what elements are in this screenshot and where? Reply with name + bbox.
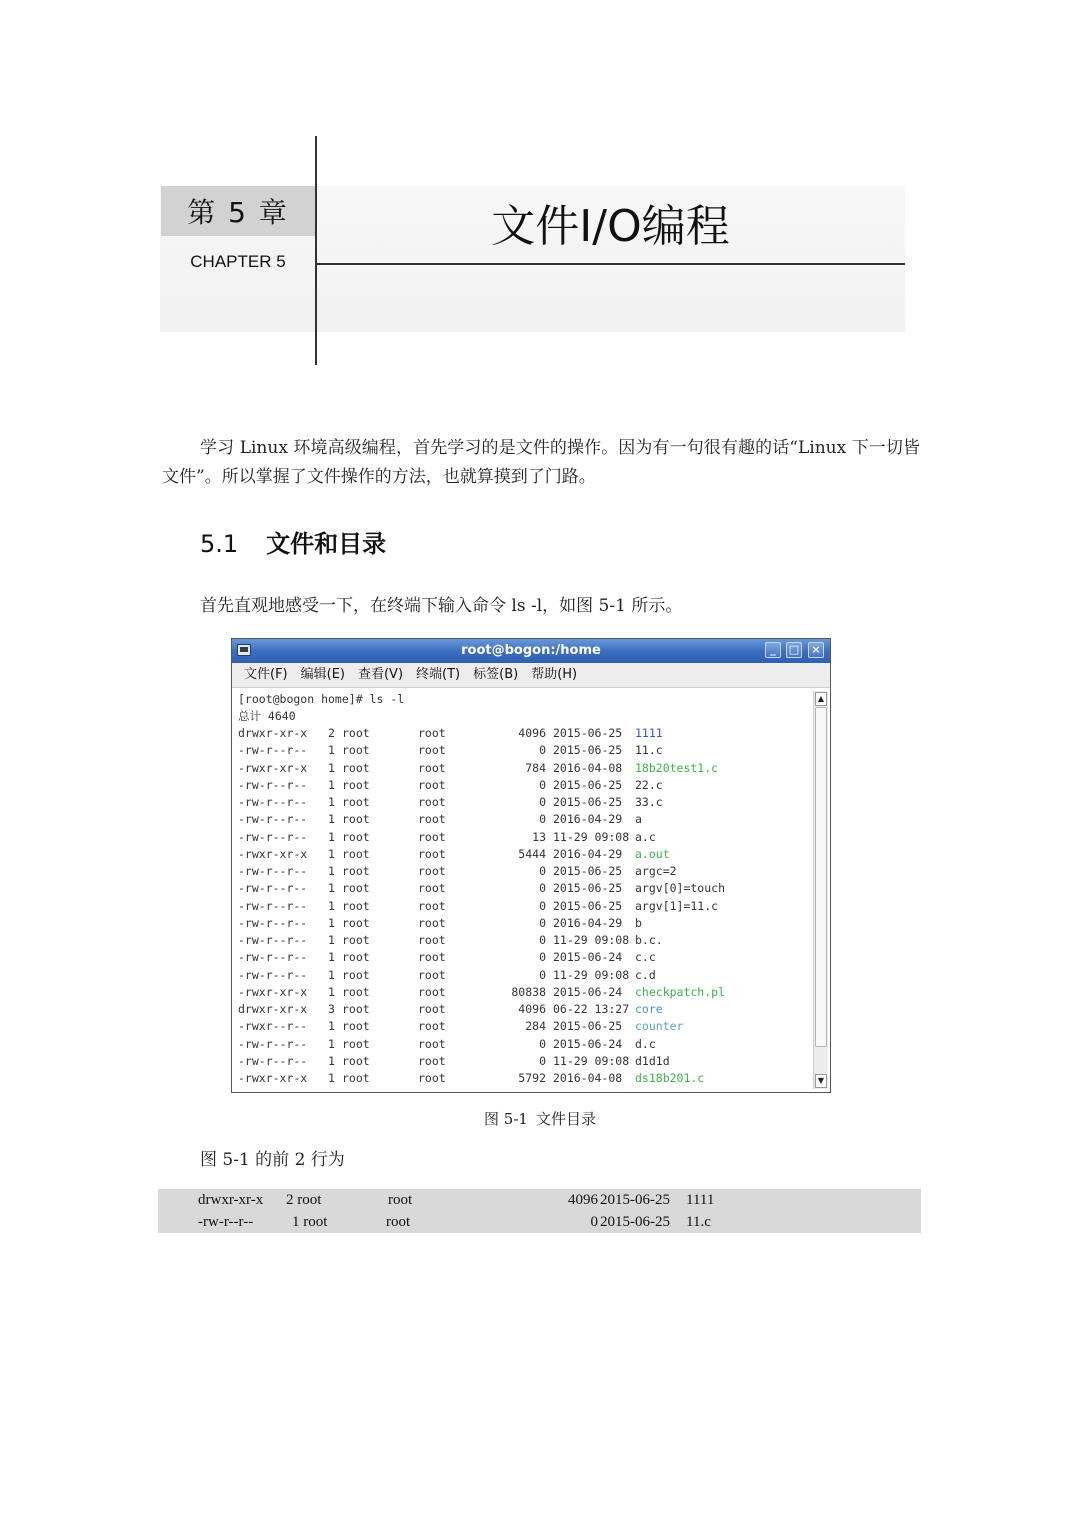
terminal-titlebar[interactable] bbox=[232, 639, 830, 663]
listing-name: 18b20test1.c bbox=[635, 760, 719, 775]
code-group: root bbox=[386, 1214, 411, 1230]
listing-row bbox=[236, 811, 810, 828]
figure-caption-text: 文件目录 bbox=[535, 1110, 596, 1128]
listing-owner: root bbox=[342, 777, 370, 792]
listing-name: a bbox=[635, 812, 642, 827]
listing-perm: -rw-r--r-- bbox=[238, 1053, 308, 1068]
menu-view[interactable]: 查看(V) bbox=[357, 667, 404, 682]
listing-links: 1 bbox=[328, 915, 335, 930]
terminal-menubar bbox=[232, 663, 830, 688]
listing-date: 2016-04-08 bbox=[553, 760, 623, 775]
listing-name: 1111 bbox=[635, 726, 663, 740]
listing-date: 11-29 09:08 bbox=[553, 1053, 630, 1068]
listing-date: 2015-06-25 bbox=[553, 898, 623, 913]
listing-size: 0 bbox=[539, 1053, 546, 1068]
listing-perm: -rw-r--r-- bbox=[238, 795, 308, 809]
listing-owner: root bbox=[342, 795, 370, 809]
code-name: 11.c bbox=[686, 1214, 711, 1230]
code-row bbox=[158, 1189, 921, 1211]
listing-owner: root bbox=[342, 898, 370, 913]
listing-date: 2015-06-24 bbox=[553, 950, 623, 965]
listing-links: 1 bbox=[328, 846, 335, 861]
listing-group: root bbox=[418, 846, 446, 861]
listing-row bbox=[236, 1070, 810, 1087]
listing-name: argc=2 bbox=[635, 864, 677, 878]
listing-date: 2016-04-29 bbox=[553, 812, 623, 827]
chapter-label-en: CHAPTER 5 bbox=[190, 252, 286, 271]
listing-perm: -rwxr-xr-x bbox=[238, 760, 308, 775]
listing-size: 784 bbox=[525, 760, 546, 775]
listing-perm: -rwxr-xr-x bbox=[238, 1071, 308, 1085]
listing-perm: -rw-r--r-- bbox=[238, 950, 308, 965]
code-perm: -rw-r--r-- bbox=[198, 1214, 254, 1230]
listing-links: 1 bbox=[328, 777, 335, 792]
listing-group: root bbox=[418, 1036, 446, 1051]
listing-group: root bbox=[418, 984, 446, 999]
listing-row bbox=[236, 829, 810, 846]
menu-file[interactable]: 文件(F) bbox=[244, 667, 288, 682]
code-size: 4096 bbox=[568, 1192, 598, 1208]
listing-size: 0 bbox=[539, 915, 546, 930]
code-date: 2015-06-25 bbox=[600, 1214, 670, 1230]
code-size: 0 bbox=[590, 1214, 598, 1230]
listing-date: 2016-04-29 bbox=[553, 846, 623, 861]
listing-links: 1 bbox=[328, 967, 335, 982]
listing-size: 0 bbox=[539, 950, 546, 965]
listing-size: 4096 bbox=[518, 726, 546, 740]
listing-row bbox=[236, 742, 810, 759]
listing-links: 1 bbox=[328, 812, 335, 827]
listing-date: 2015-06-25 bbox=[553, 881, 623, 896]
section-heading bbox=[200, 524, 386, 559]
listing-group: root bbox=[418, 1071, 446, 1085]
minimize-button[interactable]: _ bbox=[765, 642, 781, 658]
listing-name: c.c bbox=[635, 950, 656, 965]
listing-links: 1 bbox=[328, 881, 335, 896]
listing-name: counter bbox=[635, 1019, 684, 1034]
code-group: root bbox=[388, 1192, 413, 1208]
listing-group: root bbox=[418, 777, 446, 792]
code-row bbox=[158, 1211, 921, 1233]
listing-group: root bbox=[418, 760, 446, 775]
listing-size: 80838 bbox=[511, 984, 546, 999]
listing-size: 4096 bbox=[518, 1002, 546, 1016]
listing-group: root bbox=[418, 967, 446, 982]
listing-group: root bbox=[418, 1053, 446, 1068]
listing-perm: -rw-r--r-- bbox=[238, 881, 308, 896]
listing-perm: -rw-r--r-- bbox=[238, 743, 308, 758]
listing-date: 2015-06-25 bbox=[553, 777, 623, 792]
listing-name: d.c bbox=[635, 1036, 656, 1051]
section-title: 文件和目录 bbox=[266, 530, 387, 558]
section-intro-paragraph: 首先直观地感受一下，在终端下输入命令 ls -l，如图 5-1 所示。 bbox=[200, 596, 683, 616]
listing-row bbox=[236, 984, 810, 1001]
listing-group: root bbox=[418, 812, 446, 827]
code-links: 2 root bbox=[286, 1192, 322, 1208]
listing-size: 0 bbox=[539, 1036, 546, 1051]
listing-size: 0 bbox=[539, 795, 546, 809]
listing-name: a.c bbox=[635, 829, 656, 844]
scroll-up-icon[interactable]: ▲ bbox=[815, 692, 827, 706]
listing-name: a.out bbox=[635, 846, 670, 861]
section-number: 5.1 bbox=[200, 530, 239, 558]
listing-links: 1 bbox=[328, 864, 335, 878]
listing-date: 11-29 09:08 bbox=[553, 829, 630, 844]
listing-owner: root bbox=[342, 1071, 370, 1085]
listing-date: 2015-06-25 bbox=[553, 795, 623, 809]
listing-group: root bbox=[418, 950, 446, 965]
listing-row bbox=[236, 1036, 810, 1053]
listing-name: argv[1]=11.c bbox=[635, 898, 719, 913]
listing-links: 1 bbox=[328, 743, 335, 758]
maximize-button[interactable]: □ bbox=[786, 642, 802, 658]
listing-size: 13 bbox=[532, 829, 546, 844]
chapter-label: 第 5 章 bbox=[161, 186, 315, 236]
listing-row bbox=[236, 777, 810, 794]
after-figure-paragraph: 图 5-1 的前 2 行为 bbox=[200, 1150, 345, 1170]
listing-links: 2 bbox=[328, 726, 335, 740]
listing-row bbox=[236, 898, 810, 915]
listing-date: 2015-06-25 bbox=[553, 864, 623, 878]
terminal-app-icon bbox=[237, 644, 251, 656]
listing-owner: root bbox=[342, 950, 370, 965]
listing-owner: root bbox=[342, 864, 370, 878]
listing-links: 1 bbox=[328, 950, 335, 965]
listing-group: root bbox=[418, 743, 446, 758]
listing-date: 2016-04-29 bbox=[553, 915, 623, 930]
listing-row bbox=[236, 1001, 810, 1018]
listing-links: 1 bbox=[328, 829, 335, 844]
listing-owner: root bbox=[342, 881, 370, 896]
listing-date: 06-22 13:27 bbox=[553, 1002, 630, 1016]
code-date: 2015-06-25 bbox=[600, 1192, 670, 1208]
listing-date: 2015-06-24 bbox=[553, 984, 623, 999]
listing-group: root bbox=[418, 864, 446, 878]
listing-perm: -rw-r--r-- bbox=[238, 812, 308, 827]
listing-links: 1 bbox=[328, 1053, 335, 1068]
listing-links: 1 bbox=[328, 1036, 335, 1051]
listing-links: 1 bbox=[328, 933, 335, 947]
listing-perm: -rw-r--r-- bbox=[238, 777, 308, 792]
listing-name: checkpatch.pl bbox=[635, 984, 726, 999]
listing-row bbox=[236, 932, 810, 949]
listing-date: 11-29 09:08 bbox=[553, 933, 630, 947]
listing-size: 0 bbox=[539, 777, 546, 792]
listing-links: 1 bbox=[328, 1019, 335, 1034]
listing-owner: root bbox=[342, 812, 370, 827]
listing-perm: -rwxr-xr-x bbox=[238, 984, 308, 999]
code-name: 1111 bbox=[686, 1192, 715, 1208]
listing-row bbox=[236, 725, 810, 742]
listing-perm: -rw-r--r-- bbox=[238, 933, 308, 947]
intro-paragraph: 学习 Linux 环境高级编程，首先学习的是文件的操作。因为有一句很有趣的话“Linux 下一切皆文件”。所以掌握了文件操作的方法，也就算摸到了门路。 bbox=[162, 438, 920, 487]
listing-links: 1 bbox=[328, 898, 335, 913]
listing-owner: root bbox=[342, 760, 370, 775]
listing-perm: -rw-r--r-- bbox=[238, 915, 308, 930]
terminal-total: 总计 4640 bbox=[238, 709, 296, 723]
listing-size: 0 bbox=[539, 812, 546, 827]
listing-size: 284 bbox=[525, 1019, 546, 1034]
listing-perm: -rw-r--r-- bbox=[238, 967, 308, 982]
figure-caption-number: 图 5-1 bbox=[484, 1110, 528, 1128]
listing-name: d1d1d bbox=[635, 1053, 670, 1068]
figure-caption bbox=[0, 1108, 1080, 1129]
listing-group: root bbox=[418, 829, 446, 844]
listing-perm: -rw-r--r-- bbox=[238, 1036, 308, 1051]
listing-perm: -rw-r--r-- bbox=[238, 829, 308, 844]
listing-date: 2015-06-25 bbox=[553, 743, 623, 758]
listing-size: 0 bbox=[539, 967, 546, 982]
listing-name: argv[0]=touch bbox=[635, 881, 726, 896]
listing-row bbox=[236, 794, 810, 811]
terminal-window bbox=[231, 638, 831, 1093]
listing-owner: root bbox=[342, 829, 370, 844]
listing-name: ds18b201.c bbox=[635, 1071, 705, 1085]
listing-owner: root bbox=[342, 915, 370, 930]
terminal-prompt: [root@bogon home]# ls -l bbox=[238, 692, 405, 706]
scroll-thumb[interactable] bbox=[815, 707, 827, 1047]
listing-name: core bbox=[635, 1002, 663, 1016]
listing-owner: root bbox=[342, 743, 370, 758]
menu-tabs[interactable]: 标签(B) bbox=[473, 667, 519, 682]
menu-edit[interactable]: 编辑(E) bbox=[300, 667, 345, 682]
listing-row bbox=[236, 880, 810, 897]
listing-size: 0 bbox=[539, 881, 546, 896]
terminal-title: root@bogon:/home bbox=[461, 643, 601, 658]
listing-name: 33.c bbox=[635, 795, 663, 809]
listing-perm: -rwxr-xr-x bbox=[238, 846, 308, 861]
listing-owner: root bbox=[342, 1036, 370, 1051]
code-links: 1 root bbox=[292, 1214, 328, 1230]
listing-date: 11-29 09:08 bbox=[553, 967, 630, 982]
listing-date: 2016-04-08 bbox=[553, 1071, 623, 1085]
listing-owner: root bbox=[342, 933, 370, 947]
listing-name: 11.c bbox=[635, 743, 663, 758]
listing-owner: root bbox=[342, 1053, 370, 1068]
listing-date: 2015-06-25 bbox=[553, 1019, 623, 1034]
listing-links: 3 bbox=[328, 1002, 335, 1016]
listing-group: root bbox=[418, 881, 446, 896]
listing-perm: -rwxr--r-- bbox=[238, 1019, 308, 1034]
listing-date: 2015-06-24 bbox=[553, 1036, 623, 1051]
listing-row bbox=[236, 949, 810, 966]
listing-row bbox=[236, 846, 810, 863]
listing-name: b bbox=[635, 915, 642, 930]
listing-row bbox=[236, 760, 810, 777]
listing-name: c.d bbox=[635, 967, 656, 982]
listing-links: 1 bbox=[328, 1071, 335, 1085]
listing-perm: -rw-r--r-- bbox=[238, 864, 308, 878]
listing-owner: root bbox=[342, 1002, 370, 1016]
listing-row bbox=[236, 915, 810, 932]
listing-group: root bbox=[418, 898, 446, 913]
listing-group: root bbox=[418, 1002, 446, 1016]
listing-perm: drwxr-xr-x bbox=[238, 726, 308, 740]
listing-size: 5792 bbox=[518, 1071, 546, 1085]
terminal-scrollbar[interactable] bbox=[813, 691, 828, 1089]
listing-size: 0 bbox=[539, 864, 546, 878]
listing-owner: root bbox=[342, 1019, 370, 1034]
chapter-horizontal-rule bbox=[316, 263, 905, 265]
listing-size: 0 bbox=[539, 743, 546, 758]
listing-group: root bbox=[418, 726, 446, 740]
close-button[interactable]: × bbox=[808, 642, 824, 658]
listing-links: 1 bbox=[328, 760, 335, 775]
terminal-output[interactable] bbox=[236, 691, 810, 1091]
listing-name: 22.c bbox=[635, 777, 663, 792]
code-listing bbox=[158, 1189, 921, 1233]
menu-terminal[interactable]: 终端(T) bbox=[416, 667, 461, 682]
listing-group: root bbox=[418, 1019, 446, 1034]
listing-links: 1 bbox=[328, 984, 335, 999]
listing-owner: root bbox=[342, 846, 370, 861]
chapter-title: 文件I/O编程 bbox=[491, 201, 730, 252]
listing-row bbox=[236, 1018, 810, 1035]
listing-owner: root bbox=[342, 726, 370, 740]
listing-perm: drwxr-xr-x bbox=[238, 1002, 308, 1016]
code-perm: drwxr-xr-x bbox=[198, 1192, 264, 1208]
listing-group: root bbox=[418, 795, 446, 809]
listing-perm: -rw-r--r-- bbox=[238, 898, 308, 913]
scroll-down-icon[interactable]: ▼ bbox=[815, 1074, 827, 1088]
listing-owner: root bbox=[342, 984, 370, 999]
listing-size: 0 bbox=[539, 933, 546, 947]
listing-links: 1 bbox=[328, 795, 335, 809]
listing-group: root bbox=[418, 933, 446, 947]
listing-name: b.c. bbox=[635, 933, 663, 947]
listing-date: 2015-06-25 bbox=[553, 726, 623, 740]
listing-size: 0 bbox=[539, 898, 546, 913]
listing-size: 5444 bbox=[518, 846, 546, 861]
listing-row bbox=[236, 967, 810, 984]
listing-group: root bbox=[418, 915, 446, 930]
listing-row bbox=[236, 1053, 810, 1070]
listing-row bbox=[236, 863, 810, 880]
menu-help[interactable]: 帮助(H) bbox=[531, 667, 578, 682]
listing-owner: root bbox=[342, 967, 370, 982]
